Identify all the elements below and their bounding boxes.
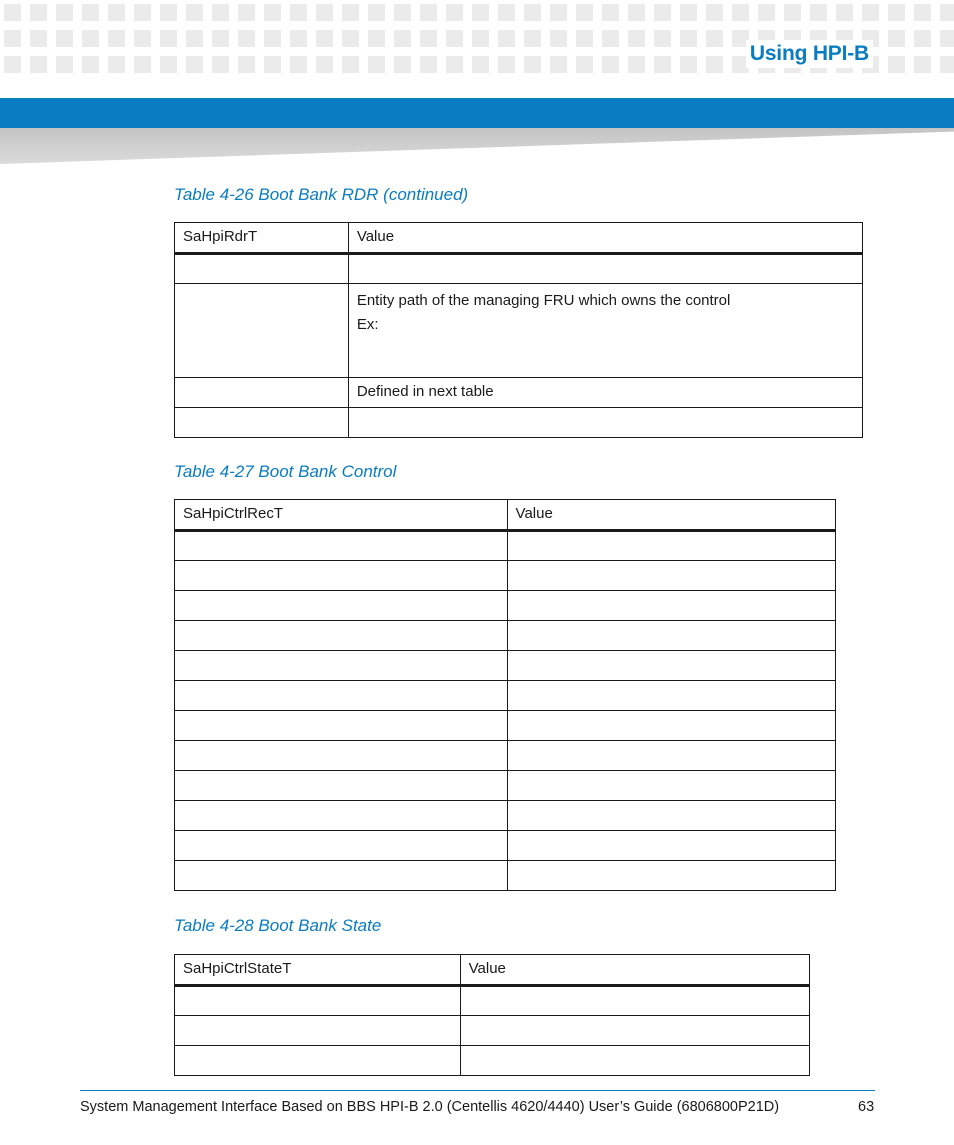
header-dot	[654, 56, 671, 73]
header-dot	[160, 56, 177, 73]
header-dot	[186, 30, 203, 47]
header-dot	[342, 30, 359, 47]
table-cell	[175, 378, 349, 408]
entity-path-description: Entity path of the managing FRU which owns the control	[356, 292, 731, 309]
boot-bank-control-table	[174, 499, 836, 891]
header-dot	[940, 30, 954, 47]
header-dot	[316, 56, 333, 73]
header-dot	[576, 56, 593, 73]
table-cell	[175, 681, 508, 711]
table-cell	[507, 741, 835, 771]
table-cell	[507, 711, 835, 741]
table-cell	[175, 986, 461, 1016]
table-cell	[507, 861, 835, 891]
header-dot	[238, 4, 255, 21]
table-cell	[175, 831, 508, 861]
table-row	[175, 771, 836, 801]
header-dot	[524, 4, 541, 21]
table-row	[175, 1016, 810, 1046]
page-section-title: Using HPI-B	[746, 40, 873, 68]
table-row	[175, 711, 836, 741]
header-dot	[56, 30, 73, 47]
header-dot	[706, 4, 723, 21]
header-dot	[368, 56, 385, 73]
table-cell	[507, 651, 835, 681]
table-row	[175, 741, 836, 771]
header-dot	[134, 30, 151, 47]
header-dot	[30, 56, 47, 73]
footer-rule	[80, 1090, 875, 1091]
header-dot	[654, 4, 671, 21]
header-dot	[628, 30, 645, 47]
table-cell	[175, 861, 508, 891]
header-dot	[212, 56, 229, 73]
header-dot	[82, 4, 99, 21]
header-dot	[550, 30, 567, 47]
header-dot	[238, 30, 255, 47]
column-header: SaHpiRdrT	[175, 223, 349, 254]
header-dot	[888, 56, 905, 73]
header-dot	[498, 56, 515, 73]
table-row	[175, 1046, 810, 1076]
header-dot	[550, 4, 567, 21]
table-cell	[507, 771, 835, 801]
table-cell	[507, 561, 835, 591]
header-dot	[30, 4, 47, 21]
table-row	[175, 254, 863, 284]
header-dot	[394, 56, 411, 73]
header-dot	[56, 4, 73, 21]
table-cell	[175, 741, 508, 771]
header-dot	[628, 56, 645, 73]
table-cell	[507, 621, 835, 651]
header-dot	[420, 56, 437, 73]
header-dot	[108, 56, 125, 73]
table-row	[175, 681, 836, 711]
header-dot	[420, 30, 437, 47]
header-dot	[446, 4, 463, 21]
header-dot	[914, 30, 931, 47]
header-dot	[498, 4, 515, 21]
column-header: SaHpiCtrlStateT	[175, 955, 461, 986]
table-cell	[175, 651, 508, 681]
header-dot	[784, 4, 801, 21]
header-dot	[238, 56, 255, 73]
header-dot	[212, 30, 229, 47]
header-dot	[394, 4, 411, 21]
header-dot	[862, 4, 879, 21]
table-cell	[175, 284, 349, 378]
table-cell	[348, 284, 862, 378]
table-row	[175, 986, 810, 1016]
header-dot	[368, 4, 385, 21]
header-gray-wedge	[0, 128, 954, 164]
header-dot	[160, 4, 177, 21]
table-cell	[175, 771, 508, 801]
header-dot	[316, 4, 333, 21]
footer-document-title: System Management Interface Based on BBS HPI-B 2.0 (Centellis 4620/4440) User’s Guide (6806800P21D)	[80, 1099, 780, 1115]
table-row	[175, 831, 836, 861]
table-row	[175, 861, 836, 891]
table-cell	[507, 831, 835, 861]
header-dot	[810, 4, 827, 21]
header-dot	[30, 30, 47, 47]
header-dot	[680, 4, 697, 21]
table-cell	[460, 1046, 809, 1076]
header-blue-band	[0, 98, 954, 128]
header-dot	[212, 4, 229, 21]
header-dot	[56, 56, 73, 73]
table-cell	[460, 1016, 809, 1046]
table-cell: Defined in next table	[348, 378, 862, 408]
header-dot	[602, 30, 619, 47]
table-cell	[175, 254, 349, 284]
table-caption-4-27: Table 4-27 Boot Bank Control	[174, 462, 397, 481]
header-dot	[628, 4, 645, 21]
header-dot	[706, 30, 723, 47]
header-dot	[576, 30, 593, 47]
header-dot	[290, 56, 307, 73]
header-dot	[4, 30, 21, 47]
header-dot	[4, 4, 21, 21]
table-cell	[348, 254, 862, 284]
header-dot	[472, 56, 489, 73]
header-dot	[342, 4, 359, 21]
header-dot	[680, 56, 697, 73]
table-cell	[175, 591, 508, 621]
table-cell	[507, 801, 835, 831]
table-cell	[175, 1016, 461, 1046]
header-dot	[524, 30, 541, 47]
table-cell	[175, 801, 508, 831]
table-cell	[507, 531, 835, 561]
header-dot	[290, 30, 307, 47]
header-dot	[394, 30, 411, 47]
column-header: Value	[348, 223, 862, 254]
table-cell	[348, 408, 862, 438]
header-dot	[264, 4, 281, 21]
column-header: SaHpiCtrlRecT	[175, 500, 508, 531]
header-dot	[706, 56, 723, 73]
header-dot	[472, 30, 489, 47]
table-cell	[175, 621, 508, 651]
header-dot	[290, 4, 307, 21]
header-dot	[108, 30, 125, 47]
header-dot	[940, 4, 954, 21]
header-dot	[888, 30, 905, 47]
table-row	[175, 651, 836, 681]
table-cell	[175, 561, 508, 591]
table-caption-4-26: Table 4-26 Boot Bank RDR (continued)	[174, 185, 469, 204]
column-header: Value	[460, 955, 809, 986]
table-row	[175, 531, 836, 561]
header-dot	[524, 56, 541, 73]
table-row	[175, 621, 836, 651]
table-row	[175, 284, 863, 378]
column-header: Value	[507, 500, 835, 531]
table-cell	[175, 711, 508, 741]
table-row	[175, 801, 836, 831]
header-dot	[836, 4, 853, 21]
table-row	[175, 378, 863, 408]
header-dot	[160, 30, 177, 47]
header-dot	[446, 56, 463, 73]
header-dot	[940, 56, 954, 73]
example-label: Ex:	[356, 316, 379, 333]
header-dot	[4, 56, 21, 73]
table-cell	[175, 408, 349, 438]
header-dot	[82, 30, 99, 47]
table-row	[175, 591, 836, 621]
header-dot	[758, 4, 775, 21]
header-dot	[368, 30, 385, 47]
table-row	[175, 561, 836, 591]
header-dot	[602, 4, 619, 21]
header-dot	[914, 4, 931, 21]
header-dot	[550, 56, 567, 73]
header-dot	[680, 30, 697, 47]
boot-bank-state-table	[174, 954, 810, 1076]
header-dot	[732, 4, 749, 21]
table-cell	[460, 986, 809, 1016]
header-dot	[264, 56, 281, 73]
header-dot	[186, 4, 203, 21]
header-dot	[420, 4, 437, 21]
table-cell	[175, 1046, 461, 1076]
header-dot	[316, 30, 333, 47]
header-dot	[342, 56, 359, 73]
table-caption-4-28: Table 4-28 Boot Bank State	[174, 916, 382, 935]
header-dot	[576, 4, 593, 21]
header-dot	[654, 30, 671, 47]
header-dot	[264, 30, 281, 47]
header-dot	[134, 4, 151, 21]
header-dot	[602, 56, 619, 73]
page-number: 63	[858, 1099, 875, 1115]
header-dot	[186, 56, 203, 73]
header-dot	[498, 30, 515, 47]
table-cell	[507, 591, 835, 621]
table-cell	[175, 531, 508, 561]
header-dot	[888, 4, 905, 21]
boot-bank-rdr-table	[174, 222, 863, 438]
header-dot	[472, 4, 489, 21]
header-dot	[82, 56, 99, 73]
header-dot	[108, 4, 125, 21]
header-dot	[914, 56, 931, 73]
table-cell	[507, 681, 835, 711]
header-dot	[446, 30, 463, 47]
header-dot	[134, 56, 151, 73]
table-row	[175, 408, 863, 438]
